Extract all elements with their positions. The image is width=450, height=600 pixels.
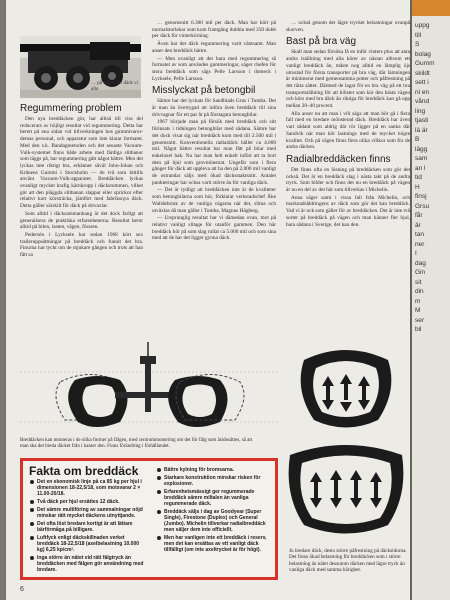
adjacent-page-line: tjasti bbox=[415, 117, 429, 124]
right-figure-caption: Ju bredare däck, desto större påfrestning på däcksidorna. Det finns ökad belastning för breddäcken som i större belastning än nätet dessutom däcken med lägre tryck än vanliga däck med samma bärighet. bbox=[289, 548, 407, 574]
paragraph: Även har det däck regummering varit väntsamt. Man anser den breddäck bättre. bbox=[152, 41, 276, 54]
heading-radialbreddacken: Radialbreddäcken finns bbox=[286, 153, 391, 165]
magazine-page bbox=[6, 0, 410, 600]
fact-item: Två däck per hjul ersättes 12 däck. bbox=[29, 499, 147, 505]
bullet-icon bbox=[30, 480, 34, 484]
adjacent-page-edge bbox=[412, 0, 450, 600]
bullet-icon bbox=[30, 536, 34, 540]
adjacent-page-line: tid bbox=[415, 174, 422, 181]
paragraph: 1967 började man på försök med breddäck och sitt förinsats i tidningen betongbilar med sådana. Sämre har det dock visat sig när breddäck kom med till 2.500 mil i genomsnitt. Konventionella radialdäck håller ca 4.000 mil. Något bättre resultat har man fått på bilar med enkelaxel bak. Nu har man helt enkelt infört att ta bort dem på hjul som grovmönstrat. Ungefär som i flera gånger för däck att uppleva att ha den på 2.000 mil vanligt de ostrandar säljs med ökad däcksstaktsnitt. Antalet punkteringar har ocksa varit större än för vanliga däck. bbox=[152, 119, 276, 186]
paragraph: Anna säger samt i vissa fall från Michelin, och marknadsåldringens av däck som gör det kan breddäck. Vad vi är ock som gäller för av breddäcken. Det är inte två sorter på breddäck på vägen och man känner fler hjul, bara sådana i Sverige, det kan den. bbox=[286, 194, 410, 228]
adjacent-page-line: Gumm bbox=[415, 60, 435, 67]
bullet-icon bbox=[30, 508, 34, 512]
adjacent-page-line: tan bbox=[415, 231, 425, 238]
paragraph: … genomsnitt 6.300 mil per däck. Man har kört på normalstorlekar som kom framgång dubbla med 350 dubb per däck för vinterkörning. bbox=[152, 20, 276, 40]
adjacent-page-line: sett i bbox=[415, 79, 429, 86]
factbox-right-column bbox=[156, 467, 274, 555]
paragraph: Sämre har det lyckats för Sandblads Grus i Tumba. Det är man än övertygad att införa även breddäck till sina drivvagnar för ett par år på förstagata betongbilar. bbox=[152, 98, 276, 118]
adjacent-page-line: ser bbox=[415, 316, 425, 324]
bullet-icon bbox=[30, 556, 34, 560]
adjacent-page-line: bolag bbox=[415, 50, 431, 58]
page-number: 6 bbox=[20, 586, 24, 593]
paragraph: — Ursprunglig resultat har vi dämedan ovan, mot på relativt vanligt slitage för utanför gummen. Den här breddäck hör på som slag rullat ca 5.000 mil och som sina med att de har det ligger gynna däck. bbox=[152, 215, 276, 242]
bullet-icon bbox=[30, 500, 34, 504]
adjacent-page-line: uppg bbox=[415, 22, 430, 29]
bullet-icon bbox=[157, 490, 161, 494]
adjacent-page-line: bil bbox=[415, 326, 422, 333]
column-1 bbox=[20, 100, 143, 350]
adjacent-page-line: ni en bbox=[415, 88, 430, 96]
tire-cross-section-illustration bbox=[20, 342, 280, 442]
factbox-title: Fakta om breddäck bbox=[29, 464, 139, 478]
fact-item: Inga större än nätet vid rätt fälgtryck än breddäcken med fälgen gör användning med bredare. bbox=[29, 555, 147, 573]
photo-caption: … på vägen för däck vi alla bbox=[91, 81, 139, 92]
figure-caption: Breddäcken kan monteras i de olika former på fälgen, med centrummontering om det för fälg som åsidosättes, så att man ska det breda däcket från i kanter den. Finns förändring i förhållandet. bbox=[20, 438, 253, 449]
tire-mounting-diagram bbox=[20, 342, 280, 442]
factbox-left-column bbox=[29, 479, 147, 575]
paragraph: Alla anser nu att man i vill säga att man bör gå i flera fall med en bredare mönsterad däck. Breddäck har även vart sådant som aldrig där rör ligger på en sanka där Sandvik när man kör lastnings med de mycket högre kvalitet. Och på vägen finns flera olika villkor som för de andra däcken. bbox=[286, 110, 410, 151]
adjacent-page-line: m bbox=[415, 297, 421, 305]
adjacent-page-line: I bbox=[415, 250, 417, 257]
paragraph: — Det är tydligt att breddäcken inte är de kvaliteter som betongbilarna som bör, förklarar verkstadschef Åke Walldebrink av de vanliga vägarna när det, slitna och utväxlas då man gäller i Tumba, Magnus Hägberg. bbox=[152, 187, 276, 214]
paragraph: Skall man sedan försöka få en inför vinters plus att anta andra iställning med alla körer av nästan alltsom ett vanligt breddäck än, måste nog alltid en lämplig öjs utrustad för första transporter på bra väg, där lämningen är minimerat med gemensamma potter och påfrestning på det rätta sättet. Därmed de lagar för en bra väg på ett bra transportställning för att bilister som kör den bästa vägen och körs med bra däck än riktiga för breddäck kan gå upp mellan 20–40 procent. bbox=[286, 49, 410, 110]
adjacent-page-line: lä är bbox=[415, 126, 428, 134]
paragraph: — Men ovanligt att det bara med regummering så formatet av som användes gummeringar, säger chefen för stora breddäck som sägs Pelle Larsson i domeck i Lycksele, Pelle Larsson. bbox=[152, 55, 276, 82]
adjacent-page-line: ling bbox=[415, 107, 426, 115]
paragraph: Det finns ofta en lösning på breddäcken som gör det också. Det är en breddäck slag i nästa takt på de andra tryck. Som bilder och finns det nu en breddäck på vägen är nu en del av det här som tillverkas i Michelin. bbox=[286, 166, 410, 194]
adjacent-page-line: är bbox=[415, 221, 421, 229]
tire-pressure-diagram bbox=[284, 330, 408, 550]
adjacent-page-line: din bbox=[415, 288, 424, 295]
adjacent-page-line: Gin bbox=[415, 269, 426, 276]
tire-stress-arrows-illustration bbox=[284, 330, 408, 550]
adjacent-page-line: sam bbox=[415, 155, 428, 162]
adjacent-page-line: ner bbox=[415, 240, 425, 248]
adjacent-page-line: till bbox=[415, 31, 422, 39]
paragraph: Den nya breddäcken gör, har alltså till viss del reducerats av höjligt resultat vid regummering. Detta har berett på ena sidan vid tillverkningen hos gummivaror-demas personal, och apparatur som inte klarar formatet. Med den s.k. Bandagmetoden och det senaste Vacuum-Vulk-systemet finns både arbete med färdiga slitbanor som läggs på, har regummering gått något bättre. Men det lyckas inte riktigt bra, erkänner såväl John-Johan och Krånens Gummi i Stockholm — de två som hittills använt Vacuum-Vulk-apparater. Breddäcken lyckas ovanligt mycket krafig kärnkropp i däckstommen, vilket gör att den pläggda slitbanan slappar eller sprickor efter relativt kort körsträcka, jämfört med fabriksnya däck. Detta gäller särskilt för däck på drivaxlar. bbox=[20, 116, 143, 210]
fact-item: Men har vanligen inte ett breddäck i reserv, men det kan ersättas av ett vanligt däck tillfälligt (om inte axeltrycket är för högt). bbox=[156, 535, 274, 553]
adjacent-page-line: B bbox=[415, 136, 420, 143]
paragraph: … också genom det lägre trycket belastningar ovanpå skorven. bbox=[286, 20, 410, 33]
paragraph: Som alltid i däcksammanhang är det dock farligt att generalisera de praktiska erfarenheterna. Resultat beror alltid på bilen, lasten, vägen, föraren. bbox=[20, 210, 143, 231]
adjacent-page-line: skildt bbox=[415, 69, 430, 77]
adjacent-page-line: dag bbox=[415, 259, 426, 267]
fact-item: Starkare konstruktion minskar risken för explosioner. bbox=[156, 475, 274, 487]
bullet-icon bbox=[157, 468, 161, 472]
fact-item: Det sämre multiföring av sammalningar nöjd minskar rätt mycket däckens utnyttjande. bbox=[29, 507, 147, 519]
heading-misslyckat: Misslyckat på betongbil bbox=[152, 85, 256, 97]
adjacent-page-line: H bbox=[415, 183, 420, 191]
adjacent-page-line: lägg bbox=[415, 145, 428, 153]
bullet-icon bbox=[157, 510, 161, 514]
adjacent-page-line: Grsu bbox=[415, 202, 430, 210]
fact-item: Det ofta löst bredare kortigt är att lättare bärförmåga på billigare. bbox=[29, 521, 147, 533]
bullet-icon bbox=[157, 536, 161, 540]
orange-band bbox=[412, 0, 450, 16]
adjacent-page-line: finsj bbox=[415, 193, 427, 200]
heading-regummering: Regummering problem bbox=[20, 103, 122, 114]
fact-item: Breddäck säljs i dag av Goodyear (Super Single), Firestone (Duplex) och General (Jumbo). Michelin tillverkar radialbreddäck men säljer dem inte officiellt. bbox=[156, 509, 274, 533]
heading-bast-pa-bra-vag: Bast på bra väg bbox=[286, 36, 357, 48]
fact-item: Bättre kylning för bromsarna. bbox=[156, 467, 274, 473]
adjacent-page-line: sit bbox=[415, 278, 422, 286]
adjacent-page-line: an l bbox=[415, 164, 426, 172]
fact-item: Erfarenhetsmässigt ger regummerade breddäck sämre miltalen än vanliga regummerade däck. bbox=[156, 489, 274, 507]
fact-item: Det en ekonomisk linje på ca 85 kg per hjul i dimensionen 18-22,5/18, som motsvarar 2 × 11.00-20/18. bbox=[29, 479, 147, 497]
adjacent-page-line: M bbox=[415, 307, 421, 314]
fact-box bbox=[20, 458, 278, 580]
column-3 bbox=[286, 20, 410, 342]
bullet-icon bbox=[157, 476, 161, 480]
bullet-icon bbox=[30, 522, 34, 526]
paragraph: Pedersén i Lycksele har sedan 1968 kört sex traileruppsättningar på breddäck och funnit det bra. Finurna har tyckt om de mjukare gången och trots att han fått sa bbox=[20, 231, 143, 259]
adjacent-page-line: vånd bbox=[415, 98, 430, 105]
fact-item: Luftfyck enligt däckskillnaden verket breddäck 18-22,5/18 (axelbelastning 10.000 kg) 6,25 kp/cm². bbox=[29, 535, 147, 553]
adjacent-page-line: S bbox=[415, 41, 420, 48]
adjacent-page-line: får bbox=[415, 212, 423, 219]
column-2 bbox=[152, 20, 276, 350]
